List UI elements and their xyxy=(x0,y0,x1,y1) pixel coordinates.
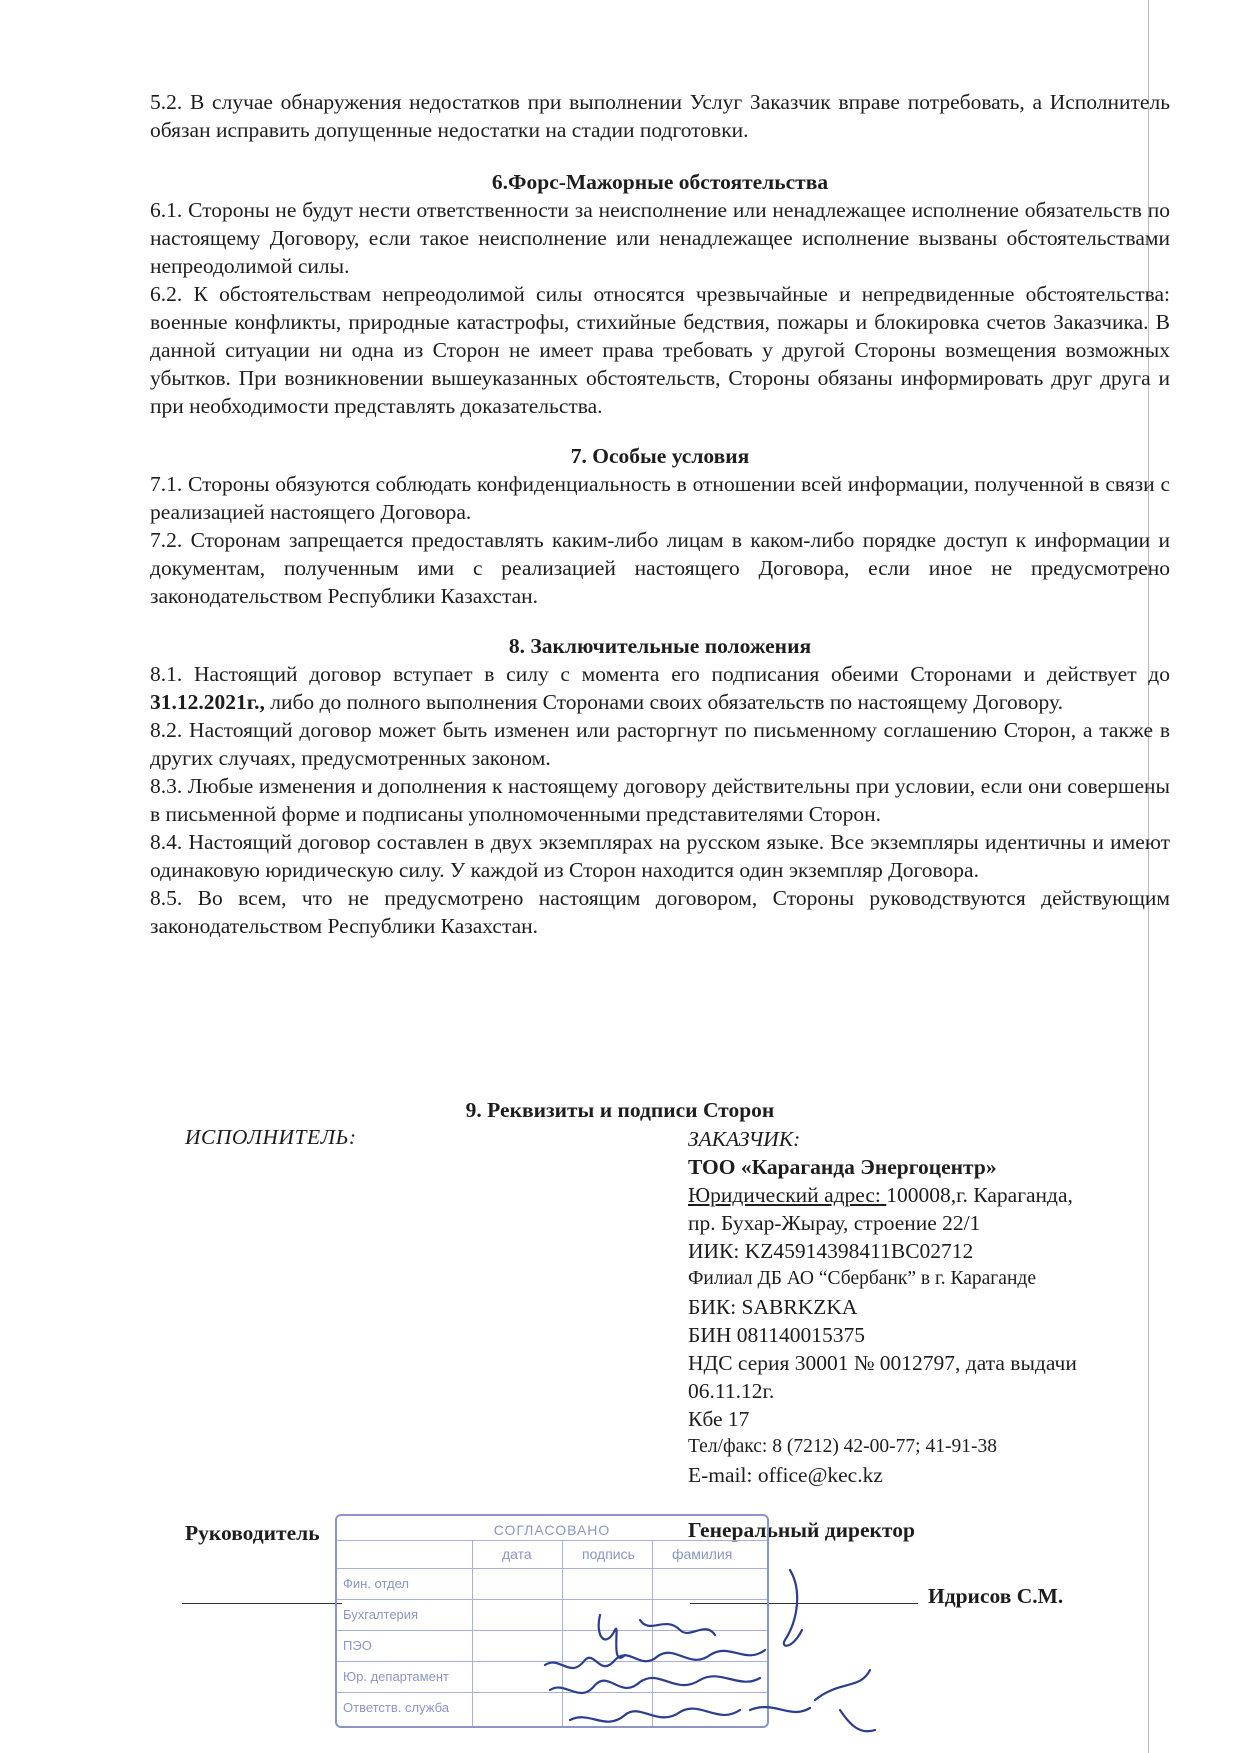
clause-8-5: 8.5. Во всем, что не предусмотрено настоящим договором, Стороны руководствуются действующим законодательством Республики Казахстан. xyxy=(150,886,1170,938)
handwritten-signatures xyxy=(540,1560,900,1745)
stamp-row-accounting: Бухгалтерия xyxy=(343,1607,419,1622)
clause-6-1: 6.1. Стороны не будут нести ответственности за неисполнение или ненадлежащее исполнение обязательств по настоящему Договору, если такое неисполнение или ненадлежащее исполнение вызваны обстоятельствами непреодолимой силы. xyxy=(150,198,1170,278)
clause-8-4: 8.4. Настоящий договор составлен в двух экземплярах на русском языке. Все экземпляры идентичны и имеют одинаковую юридическую силу. У каждой из Сторон находится один экземпляр Договора. xyxy=(150,830,1170,882)
customer-address-label: Юридический адрес: xyxy=(688,1183,887,1207)
stamp-col-signature: подпись xyxy=(582,1546,635,1562)
clause-7-1: 7.1. Стороны обязуются соблюдать конфиденциальность в отношении всей информации, полученной в связи с реализацией настоящего Договора. xyxy=(150,472,1170,524)
customer-details xyxy=(688,1125,1158,1489)
clause-8-1-text-b: либо до полного выполнения Сторонами своих обязательств по настоящему Договору. xyxy=(264,690,1063,714)
customer-kbe: Кбе 17 xyxy=(688,1407,750,1431)
customer-phone: Тел/факс: 8 (7212) 42-00-77; 41-91-38 xyxy=(688,1436,997,1457)
customer-address-line-2: пр. Бухар-Жырау, строение 22/1 xyxy=(688,1211,981,1235)
stamp-col-surname: фамилия xyxy=(672,1546,733,1562)
customer-name: ТОО «Караганда Энергоцентр» xyxy=(688,1155,997,1179)
section-6-title: 6.Форс-Мажорные обстоятельства xyxy=(491,170,829,194)
clause-7-2: 7.2. Сторонам запрещается предоставлять каким-либо лицам в каком-либо порядке доступ к информации и документам, полученным ими с реализацией настоящего Договора, если иное не предусмотрено законодательством Республики Казахстан. xyxy=(150,528,1170,608)
clause-8-1-date: 31.12.2021г., xyxy=(150,690,265,714)
clause-8-3: 8.3. Любые изменения и дополнения к настоящему договору действительны при условии, если они совершены в письменной форме и подписаны уполномоченными представителями Сторон. xyxy=(150,774,1170,826)
customer-bin: БИН 081140015375 xyxy=(688,1323,865,1347)
customer-bank: Филиал ДБ АО “Сбербанк” в г. Караганде xyxy=(688,1268,1036,1289)
executor-label: ИСПОЛНИТЕЛЬ: xyxy=(185,1125,357,1149)
stamp-row-peo: ПЭО xyxy=(343,1638,372,1653)
stamp-col-date: дата xyxy=(502,1546,532,1562)
customer-address-line-1 xyxy=(688,1181,1158,1209)
customer-vat: НДС серия 30001 № 0012797, дата выдачи 06.11.12г. xyxy=(688,1351,1077,1403)
stamp-row-responsible: Ответств. служба xyxy=(343,1700,449,1715)
stamp-row-finance: Фин. отдел xyxy=(343,1576,409,1591)
contract-body xyxy=(150,88,1170,940)
executor-role: Руководитель xyxy=(185,1521,320,1545)
clause-8-1 xyxy=(150,660,1170,716)
customer-address-a: 100008,г. Караганда, xyxy=(886,1183,1073,1207)
clause-8-1-text-a: 8.1. Настоящий договор вступает в силу с момента его подписания обеими Сторонами и действует до xyxy=(150,662,1170,686)
customer-bik: БИК: SABRKZKA xyxy=(688,1295,858,1319)
stamp-row-legal: Юр. департамент xyxy=(343,1669,449,1684)
customer-email: E-mail: office@kec.kz xyxy=(688,1463,883,1487)
section-8-title: 8. Заключительные положения xyxy=(508,634,812,658)
clause-6-2: 6.2. К обстоятельствам непреодолимой силы относятся чрезвычайные и непредвиденные обстоятельства: военные конфликты, природные катастрофы, стихийные бедствия, пожары и блокировка счетов Заказчика. В данной ситуации ни одна из Сторон не имеет права требовать у другой Стороны возмещения возможных убытков. При возникновении вышеуказанных обстоятельств, Стороны обязаны информировать друг друга и при необходимости представлять доказательства. xyxy=(150,282,1170,418)
customer-role: Генеральный директор xyxy=(688,1518,915,1542)
section-7-title: 7. Особые условия xyxy=(570,444,750,468)
clause-5-2: 5.2. В случае обнаружения недостатков при выполнении Услуг Заказчик вправе потребовать, а Исполнитель обязан исправить допущенные недостатки на стадии подготовки. xyxy=(150,90,1170,142)
stamp-divider xyxy=(337,1540,767,1541)
section-9-title: 9. Реквизиты и подписи Сторон xyxy=(465,1098,775,1122)
stamp-title: СОГЛАСОВАНО xyxy=(493,1522,611,1538)
executor-signature-line xyxy=(182,1603,342,1604)
clause-8-2: 8.2. Настоящий договор может быть изменен или расторгнут по письменному соглашению Сторон, а также в других случаях, предусмотренных законом. xyxy=(150,718,1170,770)
customer-label: ЗАКАЗЧИК: xyxy=(688,1127,801,1151)
customer-iik: ИИК: KZ45914398411BC02712 xyxy=(688,1239,974,1263)
customer-signatory-name: Идрисов С.М. xyxy=(928,1584,1064,1608)
